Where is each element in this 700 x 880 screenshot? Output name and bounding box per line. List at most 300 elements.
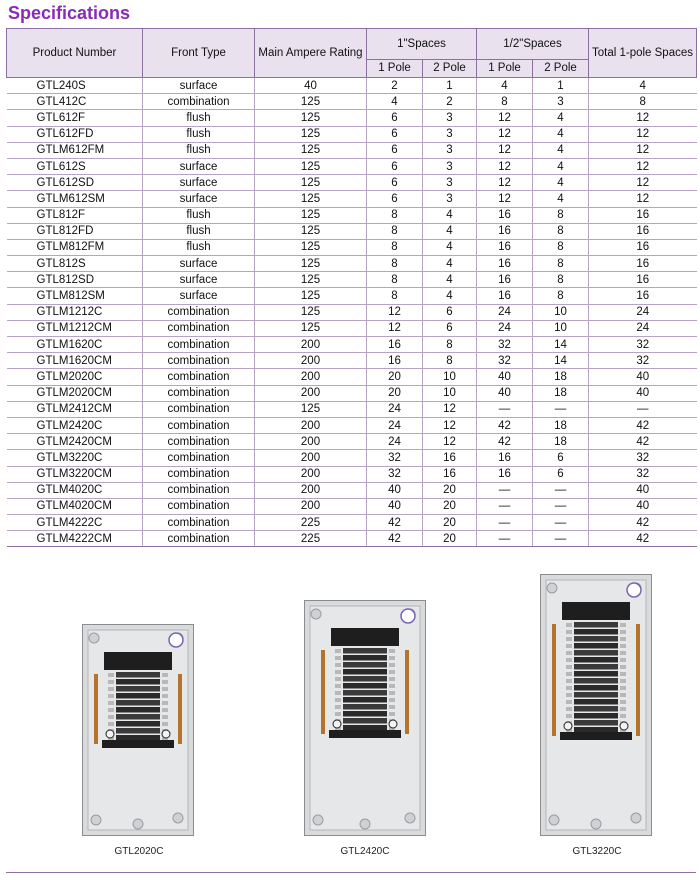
cell-one-inch-two-pole: 6 (423, 304, 477, 320)
breaker-stab (335, 705, 341, 709)
cell-main-ampere: 125 (255, 207, 367, 223)
knockout (549, 815, 559, 825)
cell-one-inch-one-pole: 6 (367, 158, 423, 174)
table-row (7, 369, 697, 385)
neutral-bar (405, 650, 409, 734)
breaker-stab (620, 637, 626, 641)
cell-half-inch-one-pole: 12 (477, 158, 533, 174)
cell-product-number: GTL812FD (7, 223, 143, 239)
panel-drawing (540, 574, 652, 836)
table-row (7, 515, 697, 531)
cell-front-type: surface (143, 272, 255, 288)
breaker-stab (566, 714, 572, 718)
cell-main-ampere: 125 (255, 223, 367, 239)
breaker-stab (389, 656, 395, 660)
cell-front-type: combination (143, 320, 255, 336)
bus-row (343, 676, 387, 682)
breaker-stab (620, 672, 626, 676)
cell-half-inch-one-pole: — (477, 401, 533, 417)
cell-total-spaces: 42 (589, 417, 697, 433)
cell-half-inch-one-pole: 16 (477, 207, 533, 223)
cell-total-spaces: 16 (589, 256, 697, 272)
table-row (7, 531, 697, 547)
cell-main-ampere: 40 (255, 78, 367, 94)
cell-one-inch-one-pole: 20 (367, 385, 423, 401)
cell-one-inch-one-pole: 6 (367, 110, 423, 126)
cell-one-inch-two-pole: 6 (423, 320, 477, 336)
breaker-stab (108, 708, 114, 712)
knockout (311, 609, 321, 619)
table-row (7, 353, 697, 369)
breaker-stab (620, 665, 626, 669)
cell-main-ampere: 200 (255, 417, 367, 433)
neutral-bar (552, 624, 556, 736)
cell-half-inch-one-pole: 16 (477, 288, 533, 304)
table-row (7, 401, 697, 417)
screw (106, 730, 114, 738)
cell-main-ampere: 125 (255, 272, 367, 288)
cell-total-spaces: — (589, 401, 697, 417)
breaker-stab (620, 707, 626, 711)
bus-row (116, 721, 160, 727)
cell-total-spaces: 4 (589, 78, 697, 94)
cell-half-inch-two-pole: 10 (533, 304, 589, 320)
cell-one-inch-one-pole: 20 (367, 369, 423, 385)
bus-row (116, 679, 160, 685)
table-row (7, 207, 697, 223)
cell-product-number: GTLM612FM (7, 142, 143, 158)
cell-one-inch-two-pole: 3 (423, 191, 477, 207)
breaker-stab (566, 637, 572, 641)
cell-front-type: combination (143, 434, 255, 450)
cell-main-ampere: 200 (255, 434, 367, 450)
main-lugs (562, 602, 630, 620)
bus-row (116, 672, 160, 678)
header-half-inch-one-pole: 1 Pole (477, 60, 533, 78)
cell-half-inch-one-pole: 16 (477, 466, 533, 482)
breaker-stab (108, 701, 114, 705)
cell-one-inch-two-pole: 4 (423, 239, 477, 255)
table-body (7, 78, 697, 547)
cell-one-inch-one-pole: 6 (367, 126, 423, 142)
cell-product-number: GTLM2020CM (7, 385, 143, 401)
cell-total-spaces: 16 (589, 223, 697, 239)
breaker-stab (566, 623, 572, 627)
bus-row (574, 678, 618, 684)
bus-row (116, 728, 160, 734)
cell-half-inch-two-pole: 4 (533, 126, 589, 142)
breaker-stab (162, 694, 168, 698)
cell-one-inch-two-pole: 2 (423, 94, 477, 110)
cell-half-inch-two-pole: 4 (533, 142, 589, 158)
bus-row (343, 711, 387, 717)
cell-one-inch-one-pole: 24 (367, 417, 423, 433)
cell-one-inch-one-pole: 42 (367, 515, 423, 531)
cell-half-inch-one-pole: 42 (477, 434, 533, 450)
neutral-bar (94, 674, 98, 744)
cell-half-inch-two-pole: 14 (533, 353, 589, 369)
cell-front-type: combination (143, 385, 255, 401)
cell-total-spaces: 12 (589, 110, 697, 126)
breaker-stab (162, 715, 168, 719)
cell-half-inch-two-pole: 18 (533, 369, 589, 385)
knockout (313, 815, 323, 825)
cell-one-inch-one-pole: 24 (367, 401, 423, 417)
bus-row (574, 650, 618, 656)
knockout (173, 813, 183, 823)
breaker-stab (335, 677, 341, 681)
cell-one-inch-two-pole: 16 (423, 466, 477, 482)
breaker-stab (389, 698, 395, 702)
cell-one-inch-two-pole: 12 (423, 401, 477, 417)
cell-one-inch-two-pole: 10 (423, 385, 477, 401)
cell-main-ampere: 125 (255, 142, 367, 158)
cell-front-type: combination (143, 353, 255, 369)
table-row (7, 450, 697, 466)
breaker-stab (108, 687, 114, 691)
breaker-stab (620, 700, 626, 704)
cell-one-inch-one-pole: 42 (367, 531, 423, 547)
cell-product-number: GTL812S (7, 256, 143, 272)
main-knockout (627, 583, 641, 597)
cell-half-inch-two-pole: 4 (533, 175, 589, 191)
cell-half-inch-one-pole: 12 (477, 175, 533, 191)
bottom-bracket (560, 732, 632, 740)
bus-row (343, 662, 387, 668)
bus-row (116, 700, 160, 706)
cell-product-number: GTLM1212C (7, 304, 143, 320)
bus-row (116, 707, 160, 713)
cell-half-inch-one-pole: 12 (477, 126, 533, 142)
cell-main-ampere: 125 (255, 110, 367, 126)
cell-front-type: combination (143, 515, 255, 531)
bus-row (116, 686, 160, 692)
screw (333, 720, 341, 728)
breaker-stab (566, 707, 572, 711)
cell-one-inch-one-pole: 32 (367, 450, 423, 466)
cell-one-inch-two-pole: 4 (423, 256, 477, 272)
cell-front-type: combination (143, 498, 255, 514)
breaker-stab (566, 700, 572, 704)
screw (620, 722, 628, 730)
cell-front-type: flush (143, 110, 255, 126)
bus-row (574, 699, 618, 705)
breaker-stab (389, 691, 395, 695)
cell-half-inch-one-pole: 16 (477, 239, 533, 255)
cell-half-inch-one-pole: 32 (477, 337, 533, 353)
bus-row (116, 693, 160, 699)
cell-one-inch-one-pole: 8 (367, 239, 423, 255)
cell-half-inch-two-pole: 18 (533, 434, 589, 450)
panel-drawing (82, 624, 194, 836)
cell-front-type: surface (143, 158, 255, 174)
knockout (547, 583, 557, 593)
cell-one-inch-two-pole: 3 (423, 142, 477, 158)
cell-one-inch-one-pole: 16 (367, 337, 423, 353)
table-row (7, 417, 697, 433)
panel-image-gtl2420c (304, 600, 426, 841)
knockout (89, 633, 99, 643)
cell-total-spaces: 16 (589, 272, 697, 288)
cell-main-ampere: 200 (255, 353, 367, 369)
main-knockout (401, 609, 415, 623)
cell-front-type: surface (143, 78, 255, 94)
cell-front-type: surface (143, 175, 255, 191)
cell-one-inch-two-pole: 3 (423, 126, 477, 142)
cell-front-type: combination (143, 94, 255, 110)
cell-one-inch-one-pole: 8 (367, 223, 423, 239)
bus-row (343, 655, 387, 661)
cell-one-inch-one-pole: 8 (367, 272, 423, 288)
cell-main-ampere: 125 (255, 401, 367, 417)
breaker-stab (566, 644, 572, 648)
cell-total-spaces: 12 (589, 191, 697, 207)
cell-total-spaces: 32 (589, 337, 697, 353)
cell-front-type: flush (143, 142, 255, 158)
breaker-stab (566, 658, 572, 662)
bottom-bracket (329, 730, 401, 738)
breaker-stab (335, 649, 341, 653)
breaker-stab (335, 691, 341, 695)
cell-half-inch-two-pole: 8 (533, 272, 589, 288)
cell-main-ampere: 125 (255, 191, 367, 207)
header-one-inch-spaces: 1"Spaces (367, 29, 477, 60)
breaker-stab (162, 722, 168, 726)
cell-product-number: GTL812SD (7, 272, 143, 288)
cell-product-number: GTLM2412CM (7, 401, 143, 417)
cell-front-type: combination (143, 417, 255, 433)
cell-product-number: GTLM612SM (7, 191, 143, 207)
cell-product-number: GTL612SD (7, 175, 143, 191)
cell-half-inch-one-pole: 12 (477, 191, 533, 207)
cell-total-spaces: 12 (589, 126, 697, 142)
cell-half-inch-two-pole: — (533, 515, 589, 531)
breaker-stab (162, 673, 168, 677)
cell-half-inch-one-pole: 12 (477, 110, 533, 126)
cell-one-inch-one-pole: 40 (367, 498, 423, 514)
breaker-stab (620, 644, 626, 648)
cell-total-spaces: 32 (589, 450, 697, 466)
bus-row (574, 692, 618, 698)
cell-main-ampere: 200 (255, 385, 367, 401)
cell-total-spaces: 42 (589, 434, 697, 450)
panel-caption: GTL2020C (114, 846, 164, 857)
breaker-stab (620, 679, 626, 683)
breaker-stab (620, 623, 626, 627)
header-main-ampere: Main Ampere Rating (255, 29, 367, 78)
cell-half-inch-two-pole: 8 (533, 256, 589, 272)
bus-row (574, 713, 618, 719)
breaker-stab (620, 693, 626, 697)
table-row (7, 223, 697, 239)
cell-total-spaces: 8 (589, 94, 697, 110)
breaker-stab (389, 684, 395, 688)
cell-total-spaces: 42 (589, 531, 697, 547)
cell-total-spaces: 32 (589, 466, 697, 482)
bus-row (574, 664, 618, 670)
cell-one-inch-two-pole: 20 (423, 482, 477, 498)
breaker-stab (620, 651, 626, 655)
cell-one-inch-two-pole: 8 (423, 337, 477, 353)
cell-one-inch-two-pole: 8 (423, 353, 477, 369)
specifications-table (6, 28, 697, 547)
panel-caption: GTL2420C (340, 846, 390, 857)
breaker-stab (620, 714, 626, 718)
cell-half-inch-two-pole: 4 (533, 158, 589, 174)
knockout (631, 813, 641, 823)
cell-half-inch-one-pole: 16 (477, 272, 533, 288)
cell-front-type: combination (143, 466, 255, 482)
header-front-type: Front Type (143, 29, 255, 78)
header-half-inch-spaces: 1/2"Spaces (477, 29, 589, 60)
cell-main-ampere: 125 (255, 94, 367, 110)
breaker-stab (335, 698, 341, 702)
cell-one-inch-one-pole: 2 (367, 78, 423, 94)
cell-one-inch-two-pole: 20 (423, 531, 477, 547)
bus-row (343, 683, 387, 689)
header-half-inch-two-pole: 2 Pole (533, 60, 589, 78)
cell-one-inch-two-pole: 3 (423, 175, 477, 191)
neutral-bar (178, 674, 182, 744)
cell-product-number: GTLM4222C (7, 515, 143, 531)
table-row (7, 191, 697, 207)
cell-half-inch-two-pole: 4 (533, 191, 589, 207)
table-row (7, 385, 697, 401)
breaker-stab (335, 663, 341, 667)
bus-row (343, 697, 387, 703)
cell-total-spaces: 40 (589, 369, 697, 385)
cell-half-inch-two-pole: — (533, 401, 589, 417)
cell-product-number: GTLM4020CM (7, 498, 143, 514)
breaker-stab (620, 686, 626, 690)
screw (389, 720, 397, 728)
cell-main-ampere: 200 (255, 466, 367, 482)
table-row (7, 320, 697, 336)
breaker-stab (108, 673, 114, 677)
cell-half-inch-one-pole: — (477, 498, 533, 514)
page-title: Specifications (8, 3, 131, 23)
table-row (7, 466, 697, 482)
bus-row (574, 657, 618, 663)
cell-main-ampere: 125 (255, 320, 367, 336)
cell-one-inch-two-pole: 1 (423, 78, 477, 94)
breaker-stab (566, 686, 572, 690)
cell-main-ampere: 125 (255, 126, 367, 142)
cell-one-inch-one-pole: 8 (367, 256, 423, 272)
cell-product-number: GTLM812SM (7, 288, 143, 304)
cell-main-ampere: 200 (255, 498, 367, 514)
cell-total-spaces: 12 (589, 175, 697, 191)
cell-main-ampere: 125 (255, 256, 367, 272)
cell-one-inch-two-pole: 4 (423, 223, 477, 239)
cell-product-number: GTL240S (7, 78, 143, 94)
breaker-stab (620, 630, 626, 634)
breaker-stab (566, 665, 572, 669)
cell-one-inch-one-pole: 6 (367, 142, 423, 158)
bus-row (343, 690, 387, 696)
table-row (7, 272, 697, 288)
bus-row (343, 725, 387, 731)
table-row (7, 142, 697, 158)
cell-total-spaces: 16 (589, 239, 697, 255)
cell-one-inch-two-pole: 20 (423, 498, 477, 514)
cell-one-inch-one-pole: 16 (367, 353, 423, 369)
main-knockout (169, 633, 183, 647)
product-photos (0, 568, 700, 868)
header-total-spaces: Total 1-pole Spaces (589, 29, 697, 78)
cell-half-inch-one-pole: 32 (477, 353, 533, 369)
cell-main-ampere: 200 (255, 337, 367, 353)
cell-half-inch-one-pole: 24 (477, 304, 533, 320)
neutral-bar (636, 624, 640, 736)
cell-half-inch-two-pole: 8 (533, 207, 589, 223)
breaker-stab (389, 663, 395, 667)
cell-product-number: GTLM1620C (7, 337, 143, 353)
cell-one-inch-one-pole: 8 (367, 288, 423, 304)
cell-total-spaces: 40 (589, 498, 697, 514)
bus-row (343, 669, 387, 675)
cell-half-inch-one-pole: — (477, 515, 533, 531)
panel-drawing (304, 600, 426, 836)
cell-main-ampere: 125 (255, 304, 367, 320)
cell-total-spaces: 42 (589, 515, 697, 531)
cell-front-type: flush (143, 223, 255, 239)
bus-row (574, 706, 618, 712)
cell-half-inch-two-pole: — (533, 482, 589, 498)
cell-one-inch-two-pole: 4 (423, 207, 477, 223)
cell-product-number: GTLM3220CM (7, 466, 143, 482)
bus-row (116, 735, 160, 741)
cell-half-inch-one-pole: 12 (477, 142, 533, 158)
breaker-stab (108, 680, 114, 684)
breaker-stab (389, 649, 395, 653)
table-row (7, 175, 697, 191)
cell-product-number: GTLM812FM (7, 239, 143, 255)
bus-row (574, 685, 618, 691)
breaker-stab (162, 680, 168, 684)
table-row (7, 78, 697, 94)
cell-main-ampere: 200 (255, 450, 367, 466)
table-row (7, 337, 697, 353)
bus-row (343, 718, 387, 724)
cell-half-inch-two-pole: 18 (533, 385, 589, 401)
bus-row (343, 648, 387, 654)
cell-half-inch-one-pole: 40 (477, 369, 533, 385)
bus-row (574, 671, 618, 677)
screw (162, 730, 170, 738)
cell-front-type: combination (143, 482, 255, 498)
breaker-stab (108, 715, 114, 719)
cell-product-number: GTLM2420C (7, 417, 143, 433)
cell-one-inch-two-pole: 20 (423, 515, 477, 531)
bus-row (574, 720, 618, 726)
cell-total-spaces: 32 (589, 353, 697, 369)
cell-one-inch-one-pole: 32 (367, 466, 423, 482)
breaker-stab (620, 658, 626, 662)
panel-image-gtl3220c (540, 574, 652, 841)
panel-caption: GTL3220C (572, 846, 622, 857)
breaker-stab (566, 672, 572, 676)
knockout (91, 815, 101, 825)
cell-product-number: GTLM4020C (7, 482, 143, 498)
breaker-stab (389, 712, 395, 716)
breaker-stab (108, 694, 114, 698)
breaker-stab (335, 656, 341, 660)
bus-row (574, 636, 618, 642)
cell-one-inch-two-pole: 10 (423, 369, 477, 385)
main-lugs (104, 652, 172, 670)
cell-half-inch-two-pole: — (533, 531, 589, 547)
